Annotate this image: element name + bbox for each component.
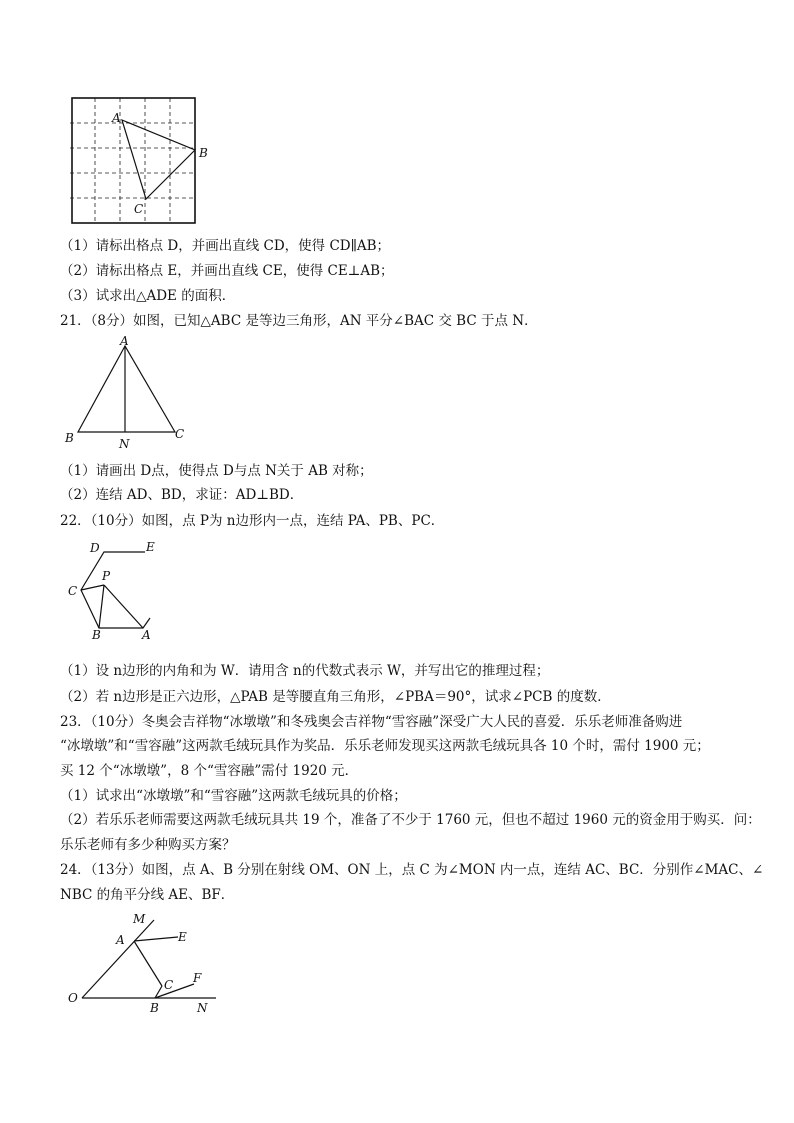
q24-stem-line1: 24．（13分）如图，点 A、B 分别在射线 OM、ON 上，点 C 为∠MON 内一点，连结 AC、BC．分别作∠MAC、∠: [60, 862, 764, 878]
q22-part2: （2）若 n边形是正六边形，△PAB 是等腰直角三角形，∠PBA＝90°，试求∠PCB 的度数．: [60, 689, 611, 705]
segment-ac: [134, 941, 162, 986]
q23-part2-line1: （2）若乐乐老师需要这两款毛绒玩具共 19 个，准备了不少于 1760 元，但也不超过 1960 元的资金用于购买．问：: [60, 812, 761, 828]
label-b: B: [65, 431, 74, 445]
q24-stem-line2: NBC 的角平分线 AE、BF．: [60, 887, 235, 903]
label-a: A: [120, 334, 129, 348]
q22-stem: 22．（10分）如图，点 P为 n边形内一点，连结 PA、PB、PC．: [60, 513, 445, 529]
label-d: D: [90, 541, 100, 555]
label-n: N: [119, 437, 130, 451]
bisector-ae: [134, 937, 178, 941]
label-e: E: [146, 540, 155, 554]
label-c: C: [134, 202, 144, 216]
label-c: C: [164, 978, 174, 992]
segment-pa: [104, 585, 143, 628]
q22-figure: [66, 538, 176, 643]
q23-stem-line3: 买 12 个“冰墩墩”，8 个“雪容融”需付 1920 元．: [60, 763, 359, 779]
q23-stem-line2: “冰墩墩”和“雪容融”这两款毛绒玩具作为奖品．乐乐老师发现买这两款毛绒玩具各 10 个时，需付 1900 元；: [60, 738, 710, 754]
label-c: C: [175, 427, 185, 441]
q22-part1: （1）设 n边形的内角和为 W．请用含 n的代数式表示 W，并写出它的推理过程；: [60, 663, 550, 679]
label-a: A: [112, 111, 121, 125]
label-a: A: [116, 933, 125, 947]
label-b: B: [199, 146, 208, 160]
label-a: A: [142, 628, 151, 642]
segment-pb: [99, 585, 104, 628]
label-b: B: [92, 628, 101, 642]
ray-om: [82, 920, 154, 998]
q21-stem: 21．（8分）如图，已知△ABC 是等边三角形，AN 平分∠BAC 交 BC 于点 N．: [60, 313, 538, 329]
grid-dashed-lines: [70, 98, 195, 223]
q20-part3: （3）试求出△ADE 的面积．: [60, 288, 236, 304]
label-c: C: [68, 584, 78, 598]
label-p: P: [102, 569, 111, 583]
label-o: O: [68, 991, 78, 1005]
label-m: M: [133, 912, 146, 926]
triangle-abc: [122, 120, 195, 199]
q21-part1: （1）请画出 D点，使得点 D与点 N关于 AB 对称；: [60, 463, 373, 479]
label-b: B: [150, 1001, 159, 1015]
label-f: F: [193, 971, 202, 985]
q23-stem-line1: 23．（10分）冬奥会吉祥物“冰墩墩”和冬残奥会吉祥物“雪容融”深受广大人民的喜爱．乐乐老师准备购进: [60, 714, 683, 730]
q23-part2-line2: 乐乐老师有多少种购买方案？: [60, 837, 236, 853]
q21-figure: [62, 334, 202, 451]
grid-figure: [70, 98, 208, 228]
q20-part1: （1）请标出格点 D，并画出直线 CD，使得 CD∥AB；: [60, 238, 390, 254]
label-n: N: [197, 1001, 208, 1015]
triangle-abc-equilateral: [78, 346, 175, 432]
segment-pc: [81, 585, 104, 590]
bisector-bf: [155, 984, 194, 998]
q20-part2: （2）请标出格点 E，并画出直线 CE，使得 CE⊥AB；: [60, 263, 394, 279]
label-e: E: [178, 930, 187, 944]
polygon-edges: [81, 552, 150, 628]
q23-part1: （1）试求出“冰墩墩”和“雪容融”这两款毛绒玩具的价格；: [60, 788, 407, 804]
q24-figure: [66, 910, 226, 1020]
q21-part2: （2）连结 AD、BD，求证：AD⊥BD．: [60, 487, 304, 503]
